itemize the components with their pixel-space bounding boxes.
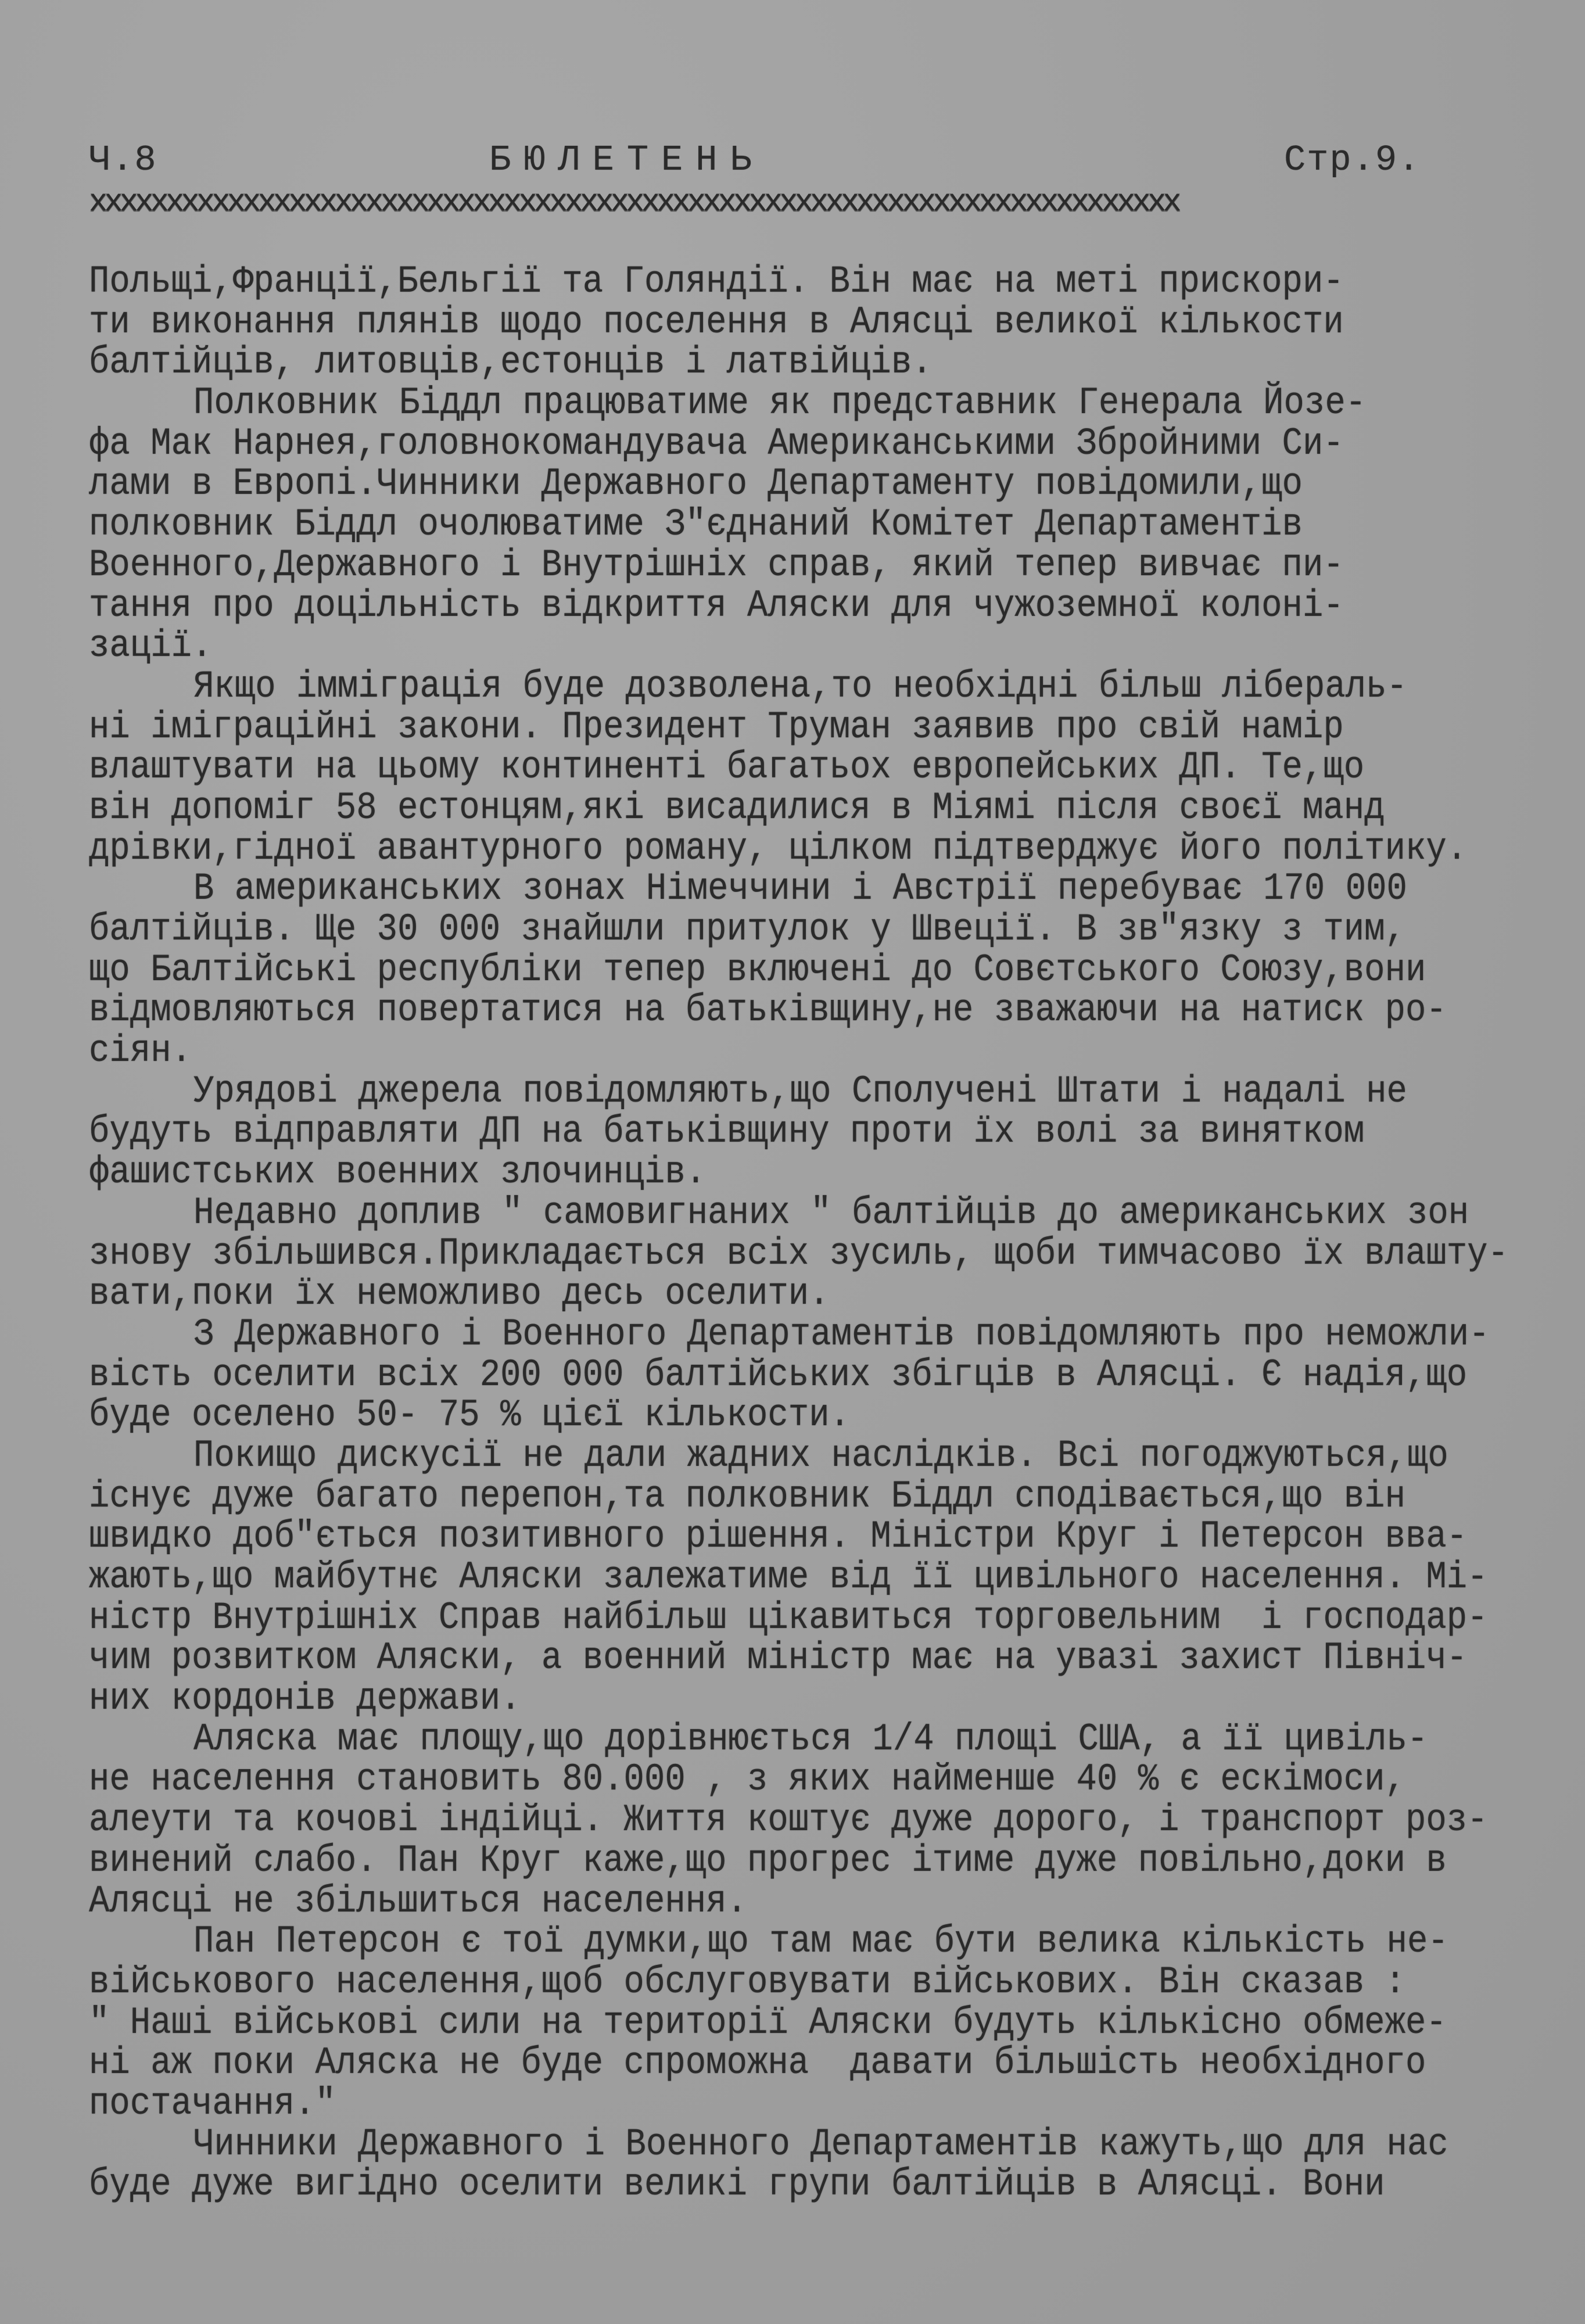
text-line: них кордонів держави.: [89, 1677, 521, 1721]
text-line: балтійців. Ще 30 000 знайшли притулок у Швеції. В зв"язку з тим,: [89, 907, 1405, 951]
text-line: вість оселити всіх 200 000 балтійських збігців в Алясці. Є надія,що: [89, 1353, 1468, 1397]
text-line: жають,що майбутнє Аляски залежатиме від її цивільного населення. Мі-: [89, 1555, 1488, 1599]
text-line: тання про доцільність відкриття Аляски для чужоземної колоні-: [89, 583, 1344, 627]
text-line: винений слабо. Пан Круг каже,що прогрес ітиме дуже повільно,доки в: [89, 1838, 1447, 1882]
text-line: сіян.: [89, 1029, 192, 1073]
text-line: " Наші військові сили на території Аляски будуть кількісно обмеже-: [89, 2000, 1447, 2045]
text-line: існує дуже багато перепон,та полковник Бiддл сподівається,що він: [89, 1474, 1405, 1518]
text-line: чим розвитком Аляски, а военний міністр має на увазі захист Північ-: [89, 1636, 1468, 1680]
text-line: алеути та кочові індійці. Життя коштує дуже дорого, і транспорт роз-: [89, 1798, 1488, 1842]
text-line: знову збільшився.Прикладається всіх зусиль, щоби тимчасово їх влашту-: [89, 1231, 1508, 1275]
paragraph-first-line: Полковник Бiддл працюватиме як представник Генерала Йозе-: [193, 381, 1367, 425]
text-line: не населення становить 80.000 , з яких найменше 40 % є ескімоси,: [89, 1758, 1405, 1802]
text-line: Польщі,Франції,Бельгії та Голяндії. Він має на меті прискори-: [89, 259, 1344, 303]
text-line: що Балтійські республіки тепер включені до Совєтського Союзу,вони: [89, 948, 1426, 992]
text-line: ні іміграційні закони. Президент Труман заявив про свій намір: [89, 705, 1344, 749]
text-line: постачання.": [89, 2081, 336, 2125]
text-line: Алясці не збільшиться населення.: [89, 1879, 747, 1923]
header-divider: xxxxxxxxxxxxxxxxxxxxxxxxxxxxxxxxxxxxxxxxxxxxxxxxxxxxxxxxxxxxxxxxxxxxxxx: [89, 185, 1178, 220]
paragraph-first-line: Якщо імміграція буде дозволена,то необхідні більш лібераль-: [193, 664, 1407, 708]
paragraph-first-line: В американських зонах Німеччини і Австрії перебуває 170 000: [193, 867, 1407, 911]
text-line: ністр Внутрішніх Справ найбільш цікавиться торговельним і господар-: [89, 1595, 1488, 1640]
paragraph-first-line: Недавно доплив " самовигнаних " балтійців до американських зон: [193, 1190, 1469, 1235]
issue-number: Ч.8: [89, 139, 157, 181]
text-line: вати,поки їх неможливо десь оселити.: [89, 1272, 830, 1316]
bulletin-title: БЮЛЕТЕНЬ: [489, 139, 765, 181]
text-line: буде оселено 50- 75 % цієї кількости.: [89, 1393, 851, 1437]
text-line: ні аж поки Аляска не буде спроможна давати більшість необхідного: [89, 2041, 1426, 2085]
text-line: Военного,Державного і Внутрішніх справ, який тепер вивчає пи-: [89, 543, 1344, 587]
paragraph-first-line: Покищо дискусії не дали жадних наслідків. Всі погоджуються,що: [193, 1433, 1448, 1477]
text-line: фа Мак Нарнея,головнокомандувача Американськими Збройними Си-: [89, 421, 1344, 465]
text-line: балтійців, литовців,естонців і латвійців.: [89, 340, 933, 385]
text-line: влаштувати на цьому континенті багатьох европейських ДП. Те,що: [89, 745, 1365, 790]
text-line: він допоміг 58 естонцям,які висадилися в Міямі після своєї манд: [89, 786, 1385, 830]
paragraph-first-line: Аляска має площу,що дорівнюється 1/4 площі США, а її цивіль-: [193, 1717, 1428, 1761]
text-line: зації.: [89, 624, 213, 668]
text-line: полковник Бiддл очолюватиме З"єднаний Комітет Департаментів: [89, 503, 1303, 547]
page-number: Стр.9.: [1284, 139, 1421, 181]
text-line: дрівки,гідної авантурного роману, цілком підтверджує його політику.: [89, 826, 1468, 870]
paragraph-first-line: З Державного і Военного Департаментів повідомляють про неможли-: [193, 1312, 1490, 1356]
text-line: лами в Европі.Чинники Державного Департаменту повідомили,що: [89, 462, 1303, 506]
paragraph-first-line: Чинники Державного і Военного Департаментів кажуть,що для нас: [193, 2122, 1448, 2166]
text-line: буде дуже вигідно оселити великі групи балтійців в Алясці. Вони: [89, 2162, 1385, 2207]
text-line: фашистських военних злочинців.: [89, 1150, 707, 1195]
paragraph-first-line: Пан Петерсон є тої думки,що там має бути велика кількість не-: [193, 1920, 1448, 1964]
document-body: [89, 261, 1553, 2205]
text-line: військового населення,щоб обслуговувати військових. Він сказав :: [89, 1960, 1405, 2004]
paragraph-first-line: Урядові джерела повідомляють,що Сполучені Штати і надалі не: [193, 1069, 1407, 1113]
text-line: будуть відправляти ДП на батьківщину проти їх волі за винятком: [89, 1110, 1365, 1154]
text-line: відмовляються повертатися на батьківщину,не зважаючи на натиск ро-: [89, 988, 1447, 1032]
text-line: швидко доб"ється позитивного рішення. Міністри Круг і Петерсон вва-: [89, 1515, 1468, 1559]
text-line: ти виконання плянів щодо поселення в Алясці великої кількости: [89, 300, 1344, 344]
